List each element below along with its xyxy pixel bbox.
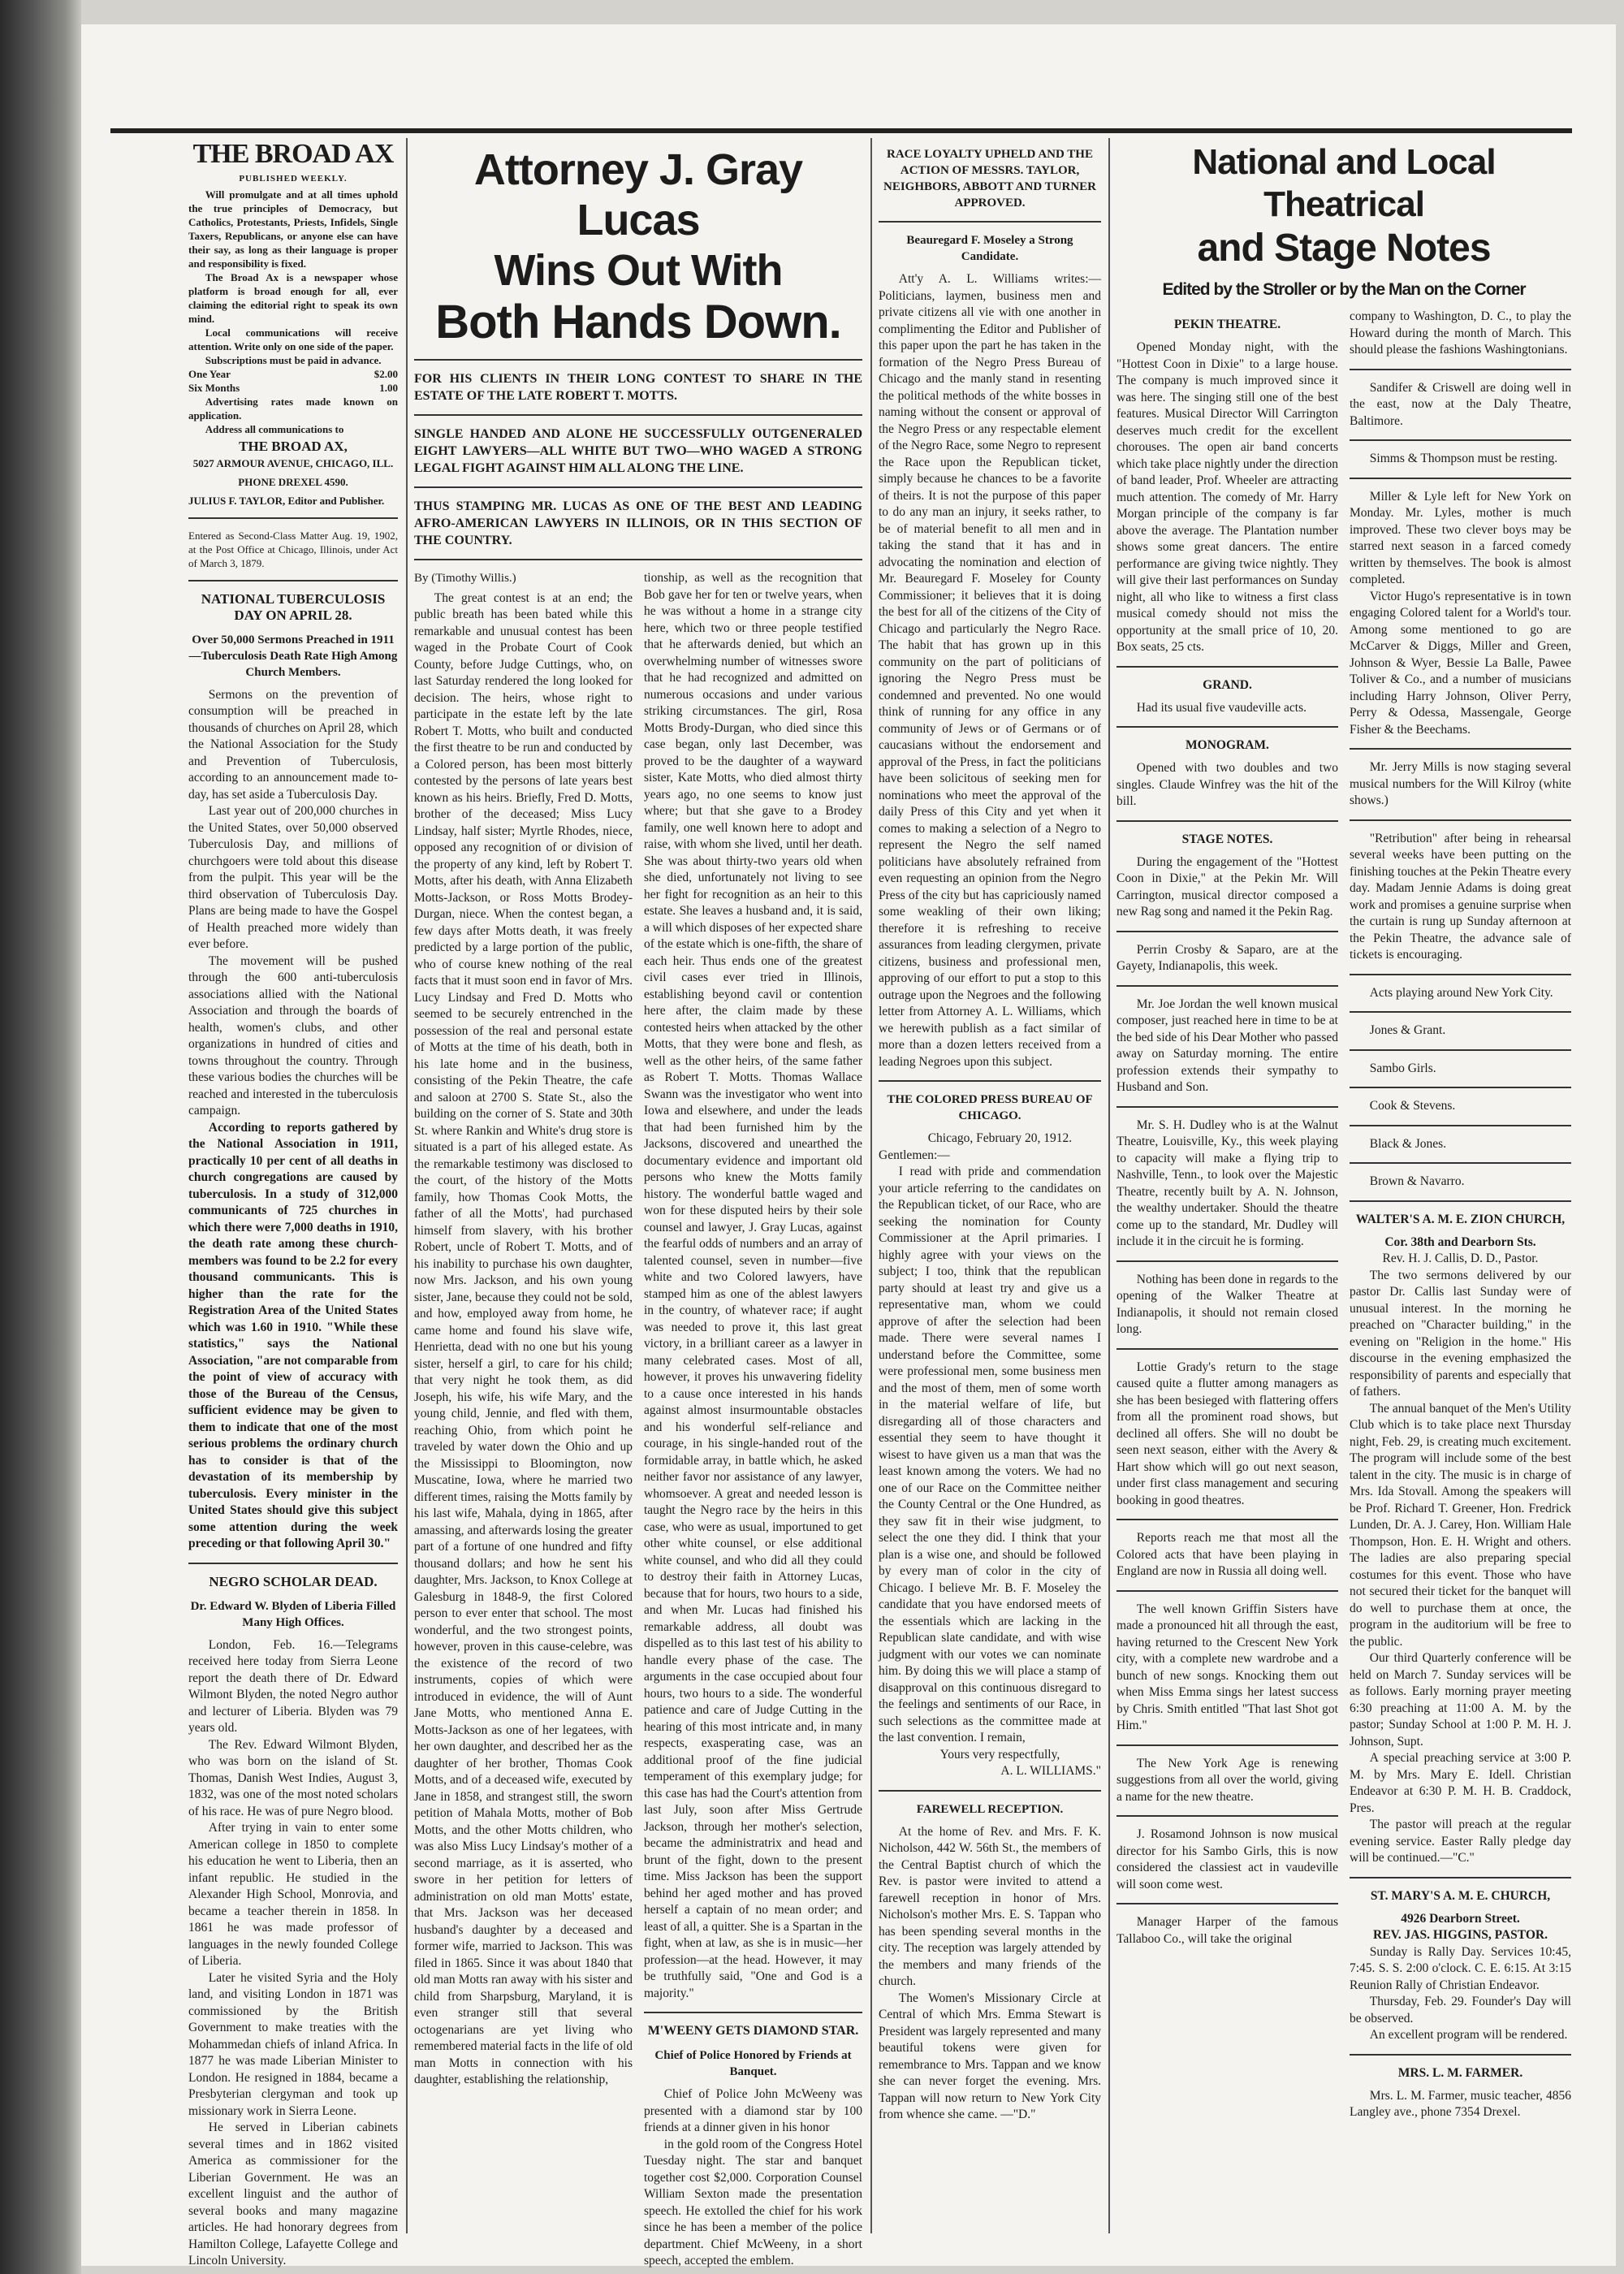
- lucas-title-line: Wins Out With: [494, 246, 783, 295]
- bureau-signature: A. L. WILLIAMS.": [1000, 1764, 1101, 1778]
- lucas-title-line: Attorney J. Gray Lucas: [473, 145, 803, 244]
- masthead-subtitle: PUBLISHED WEEKLY.: [239, 174, 348, 184]
- masthead-phone: PHONE DREXEL 4590.: [238, 475, 348, 488]
- masthead-text: Will promulgate and at all times uphold the true principles of Democracy, but Catholics, Protestants, Priests, Infidels, Single Taxers, Republicans, or anyone else can have their say, as long as their language is proper and responsibility is fixed.: [188, 188, 398, 270]
- blyden-paragraph: Later he visited Syria and the Holy land, and visiting London in 1871 was commissioned by the British Government to make treaties with the Mohammedan chiefs of inland Africa. In 1877 he was made Liberian Minister to London. He resigned in 1884, became a Presbyterian clergyman and took up missionary work in Sierra Leone.: [188, 1970, 398, 2118]
- theatre-paragraph: Opened Monday night, with the "Hottest Coon in Dixie" to a large house. The company is much improved since it was here. The singing still one of the best features. Musical Director Will Carrington deserves much credit for the excellent chorouses. The open air band concerts which take place nightly under the direction of band leader, Prof. Wheeler are attracting much attention. The comedy of Mr. Harry Morgan principle of the company is far above the average. The Plantation number shows some great dancers. The entire performance are giving twice nightly. They will give their last performances on Sunday night, all who like to witness a first class musical comedy should not miss the opportunity at the small price of 10, 20. Box seats, 25 cts.: [1116, 340, 1338, 654]
- blyden-paragraph: London, Feb. 16.—Telegrams received here today from Sierra Leone report the death there of Dr. Edward Wilmont Blyden, the noted Negro author and lecturer of Liberia. Blyden was 79 years old.: [188, 1637, 398, 1735]
- loyalty-subhead: Beauregard F. Moseley a Strong Candidate.: [906, 234, 1073, 263]
- tb-paragraph: Last year out of 200,000 churches in the United States, over 50,000 observed Tuberculosis Day, and millions of churchgoers were told about this disease from the pulpit. This year will be the third observation of Tuberculosis Day. Plans are being made to have the Gospel of Health preached more widely than ever before.: [188, 804, 398, 951]
- stage-note: Victor Hugo's representative is in town engaging Colored talent for a World's tour. Among some mentioned to go are McCarver & Diggs, Miller and Green, Johnson & Wyer, Bessie La Balle, Pawee Toliver & Co., and a number of musicians including Harry Johnson, Oliver Perry, Perry & Odessa, Massengale, George Fisher & the Beechams.: [1350, 589, 1571, 737]
- stmarys-paragraph: Thursday, Feb. 29. Founder's Day will be observed.: [1350, 1995, 1571, 2025]
- stage-note: Simms & Thompson must be resting.: [1369, 452, 1558, 465]
- pekin-headline: PEKIN THEATRE.: [1173, 318, 1281, 331]
- farewell-headline: FAREWELL RECEPTION.: [916, 1802, 1064, 1816]
- column-divider: [1108, 138, 1110, 2233]
- page-binding-edge: [0, 0, 81, 2274]
- masthead-address: 5027 ARMOUR AVENUE, CHICAGO, ILL.: [192, 456, 394, 469]
- farewell-paragraph: The Women's Missionary Circle at Central of which Mrs. Emma Stewart is President was largely represented and many beautiful tokens were given for remembrance to Mrs. Tappan and we know she can never forget the evening. Mrs. Tappan will now return to New York City from whence she came. —"D.": [879, 1991, 1101, 2121]
- blyden-headline: NEGRO SCHOLAR DEAD.: [209, 1573, 378, 1589]
- lucas-deck: FOR HIS CLIENTS IN THEIR LONG CONTEST TO SHARE IN THE ESTATE OF THE LATE ROBERT T. MOTTS.: [414, 372, 862, 403]
- mcweeny-headline: M'WEENY GETS DIAMOND STAR.: [647, 2024, 859, 2038]
- lucas-deck: SINGLE HANDED AND ALONE HE SUCCESSFULLY OUTGENERALED EIGHT LAWYERS—ALL WHITE BUT TWO—WHO WAGED A STRONG LEGAL FIGHT AGAINST HIM ALL ALONG THE LINE.: [414, 427, 862, 475]
- rate-label: One Year: [188, 367, 231, 380]
- act-item: Brown & Navarro.: [1369, 1174, 1465, 1188]
- farmer-paragraph: Mrs. L. M. Farmer, music teacher, 4856 Langley ave., phone 7354 Drexel.: [1350, 2088, 1571, 2119]
- tb-paragraph: Sermons on the prevention of consumption will be preached in thousands of churches on April 28, which the National Association for the Study and Prevention of Tuberculosis, according to an announcement made to-day, has set aside a Tuberculosis Day.: [188, 687, 398, 802]
- blyden-paragraph: After trying in vain to enter some American college in 1850 to complete his education he went to Liberia, then an infant republic. He studied in the Alexander High School, Monrovia, and became a teacher therein in 1858. In 1861 he was made professor of languages in the newly founded College of Liberia.: [188, 1821, 398, 1968]
- stage-note: Sandifer & Criswell are doing well in the east, now at the Daly Theatre, Baltimore.: [1350, 380, 1571, 428]
- act-item: Jones & Grant.: [1369, 1023, 1446, 1037]
- walters-pastor: Rev. H. J. Callis, D. D., Pastor.: [1382, 1252, 1539, 1265]
- rate-value: 1.00: [379, 381, 398, 394]
- mcweeny-paragraph: Chief of Police John McWeeny was presented with a diamond star by 100 friends at a dinner given in his honor: [644, 2087, 862, 2134]
- rate-label: Six Months: [188, 381, 240, 394]
- column-1: [188, 138, 398, 2268]
- stmarys-paragraph: An excellent program will be rendered.: [1369, 2028, 1568, 2042]
- lucas-title-line: Both Hands Down.: [435, 296, 841, 348]
- stage-note: During the engagement of the "Hottest Coon in Dixie," at the Pekin Mr. Will Carrington, musical director composed a new Rag song and named it the Pekin Rag.: [1116, 854, 1338, 919]
- stage-note: company to Washington, D. C., to play the Howard during the month of March. This should please the fashions Washingtonians.: [1350, 309, 1571, 357]
- rate-value: $2.00: [374, 367, 398, 380]
- stmarys-pastor: REV. JAS. HIGGINS, PASTOR.: [1373, 1928, 1548, 1942]
- farmer-headline: MRS. L. M. FARMER.: [1397, 2065, 1523, 2080]
- bureau-salutation: Gentlemen:—: [879, 1148, 950, 1162]
- theatre-paragraph: Had its usual five vaudeville acts.: [1136, 700, 1307, 715]
- stage-note: The New York Age is renewing suggestions from all over the world, giving a name for the new theatre.: [1116, 1756, 1338, 1804]
- theatre-section: [1116, 138, 1571, 2242]
- walters-paragraph: The annual banquet of the Men's Utility Club which is to take place next Thursday night, Feb. 29, is creating much excitement. The program will include some of the best talent in the city. The music is in charge of Mrs. Ida Stovall. Among the speakers will be Prof. Richard T. Greener, Hon. Fredrick Lunden, Dr. A. J. Carey, Hon. William Hale Thompson, Hon. E. H. Wright and others. The ladies are also preparing special costumes for this event. Those who have not secured their ticket for the banquet will do well to purchase them at once, the program in the auditorium will be free to the public.: [1350, 1401, 1571, 1649]
- masthead-text: Address all communications to: [205, 422, 344, 435]
- top-rule: [110, 128, 1572, 133]
- theatre-editedby: Edited by the Stroller or by the Man on the Corner: [1162, 280, 1526, 299]
- stage-note: Lottie Grady's return to the stage caused quite a flutter among managers as she has been besieged with flattering offers from all the prominent road shows, but declined all offers. She will no doubt be seen next season, either with the Avery & Hart show which will go out next season, under first class management and securing booking in good theatres.: [1116, 1360, 1338, 1507]
- stage-note: Manager Harper of the famous Tallaboo Co., will take the original: [1116, 1915, 1338, 1946]
- monogram-headline: MONOGRAM.: [1186, 738, 1269, 752]
- act-item: Black & Jones.: [1369, 1136, 1447, 1151]
- stmarys-paragraph: Sunday is Rally Day. Services 10:45, 7:45. S. S. 2:00 o'clock. C. E. 6:15. At 3:15 Reunion Rally of Christian Endeavor.: [1350, 1944, 1571, 1992]
- stage-note: Miller & Lyle left for New York on Monday. Mr. Lyles, mother is much improved. These two clever boys may be starred next season in a farced comedy written by themselves. The book is almost completed.: [1350, 489, 1571, 586]
- stage-note: Reports reach me that most all the Colored acts that have been playing in England are now in Russia all doing well.: [1116, 1531, 1338, 1578]
- theatre-title-line: National and Local Theatrical: [1192, 142, 1496, 224]
- stage-note: Mr. Jerry Mills is now staging several musical numbers for the Will Kilroy (white shows.): [1350, 760, 1571, 807]
- stage-note: The well known Griffin Sisters have made a pronounced hit all through the east, having returned to the Crescent New York city, with a complete new wardrobe and a bunch of new songs. Knocking them out when Miss Emma sings her latest success by Chris. Smith entitled "That last Shot got Him.": [1116, 1602, 1338, 1732]
- stage-notes-headline: STAGE NOTES.: [1181, 832, 1273, 846]
- walters-paragraph: The two sermons delivered by our pastor Dr. Callis last Sunday were of unusual interest. In the morning he preached on "Character building," in the evening on "Religion in the home." His discourse in the evening emphasized the responsibility of parents and especially that of fathers.: [1350, 1268, 1571, 1399]
- bureau-headline: THE COLORED PRESS BUREAU OF CHICAGO.: [887, 1093, 1093, 1122]
- walters-paragraph: The pastor will preach at the regular evening service. Easter Rally pledge day will be continued.—"C.": [1350, 1818, 1571, 1865]
- column-divider: [406, 138, 408, 2233]
- mcweeny-subhead: Chief of Police Honored by Friends at Banquet.: [654, 2049, 852, 2078]
- bureau-letter: I read with pride and commendation your article referring to the candidates on the Republican ticket, of our Race, who are seeking the nomination for County Commissioner at the April primaries. I highly agree with your views on the subject; I too, think that the republican party should at least try and give us a representative man, whom we could approve of after the selection had been made. There were several names I understand before the Committee, some were professional men, some business men and the most of them, men of some worth in the material welfare of life, but disregarding all of those characters and essential they seem to have thought it wisest to have given us a man that was the least known among the voters. We had no one of our Race on the Committee neither the County Central or the One Hundred, as they saw fit in their wise judgment, to select the one they did. I think that your plan is a wise one, and should be followed by every man of color in the city of Chicago. I believe Mr. B. F. Moseley the candidate that you have endorsed meets of the essentials which are lacking in the Republican slate candidate, and with wise judgment with our votes we can nominate him. By doing this we will place a stamp of disapproval on this continuous disregard to the feelings and sentiments of our Race, in such selections as the committee made at the last convention. I remain,: [879, 1165, 1101, 1744]
- masthead-editor: JULIUS F. TAYLOR, Editor and Publisher.: [188, 494, 385, 507]
- theatre-title-line: and Stage Notes: [1197, 227, 1491, 270]
- masthead-title: THE BROAD AX: [192, 139, 394, 169]
- blyden-paragraph: He served in Liberian cabinets several times and in 1862 visited America as commissioner for the Liberian Government. He was an excellent linguist and the author of several books and many magazine articles. He had honorary degrees from Hamilton College, Lafayette College and Lincoln University.: [188, 2121, 398, 2268]
- walters-paragraph: A special preaching service at 3:00 P. M. by Mrs. Mary E. Idell. Christian Endeavor at 6:30 P. M. H. B. Craddock, Pres.: [1350, 1751, 1571, 1815]
- masthead-text: The Broad Ax is a newspaper whose platform is broad enough for all, ever claiming the editorial right to speak its own mind.: [188, 270, 398, 325]
- masthead-text: Local communications will receive attention. Write only on one side of the paper.: [188, 326, 398, 352]
- lucas-body: tionship, as well as the recognition that Bob gave her for ten or twelve years, when he was without a home in a strange city here, which two or three people testified that he afterwards denied, but which an overwhelming number of witnesses swore that he had recognized and admitted on numerous occasions and under various striking circumstances. The girl, Rosa Motts Brody-Durgan, who died since this case began, only last December, was proved to be the daughter of a wayward sister, Kate Motts, who died almost thirty years ago, no one seems to know just where; but that she gave to a Brodey family, one well known here to adopt and raise, with whom she lived, until her death. She was about thirty-two years old when she died, unfortunately not living to see her fight for recognition as an heir to this estate. She leaves a husband and, it is said, a will which disposes of her expected share of the estate which is one-fifth, the share of each heir. Thus ends one of the greatest civil cases ever tried in Illinois, establishing beyond cavil or contention here after, the claim made by these contested heirs when attacked by the other Motts, that they were bone and flesh, as well as the other heirs, of the same father as Robert T. Motts. Thomas Wallace Swann was the investigator who went into Iowa and elsewhere, and under the leads that had been furnished him by the Jacksons, discovered and unearthed the documentary evidence and important old persons who knew the Motts family history. The wonderful battle waged and won for these disputed heirs by their sole counsel and lawyer, J. Gray Lucas, against the fearful odds of numbers and an array of talented counsel, seven in number—five white and two Colored lawyers, have stamped him as one of the ablest lawyers in the country, of whatever race; if aught was needed to prove it, this last great victory, in a brilliant career as a lawyer in many celebrated cases. Most of all, however, it proves his unwavering fidelity to a cause once interested in his hands against almost insurmountable obstacles and his wonderful self-reliance and courage, in his single-handed rout of the formidable array, in battle which, he asked neither favor nor assistance of any lawyer, whomsoever. A great and needed lesson is taught the Negro race by the heirs in this case, who were as usual, importuned to get other white counsel, or else additional white counsel, and who did all they could to destroy their faith in Attorney Lucas, because that for hours, two hours to a side, and when Mr. Lucas had finished his remarkable address, all doubt was dispelled as to this last test of his ability to handle every phase of the case. The arguments in the case occupied about four hours, two hours to a side. The wonderful patience and care of Judge Cutting in the hearing of this most intricate and, in many respects, exasperating case, was an additional proof of the fine judicial temperament of this exemplary judge; for this case has had the Court's attention from last July, soon after Miss Gertrude Jackson, through her mother's selection, became the administratrix and head and brunt of the fight, down to the present time. Miss Jackson has been the support behind her aged mother and has proved herself a captain of no mean order; and least of all, a quitter. She is a Spartan in the fight, when at law, as she is in music—her profession—at the head. However, it may be truthfully said, "One and God is a majority.": [644, 571, 863, 2000]
- stage-note: Perrin Crosby & Saparo, are at the Gayety, Indianapolis, this week.: [1116, 942, 1338, 973]
- masthead-text: Subscriptions must be paid in advance.: [205, 353, 382, 366]
- stage-note: Mr. Joe Jordan the well known musical composer, just reached here in time to be at the bed side of his Dear Mother who passed away on Saturday morning. The entire profession extends their sympathy to Husband and Son.: [1116, 996, 1338, 1094]
- farewell-paragraph: At the home of Rev. and Mrs. F. K. Nicholson, 442 W. 56th St., the members of the Central Baptist church of which the Rev. is pastor were invited to attend a farewell reception in honor of Mrs. Nicholson's mother Mrs. E. S. Tappan who has been spending several months in the city. The reception was largely attended by the members and many friends of the church.: [879, 1824, 1101, 1988]
- act-item: Cook & Stevens.: [1369, 1099, 1456, 1113]
- masthead-text: Advertising rates made known on application.: [188, 395, 398, 422]
- tb-subhead: Over 50,000 Sermons Preached in 1911—Tuberculosis Death Rate High Among Church Members.: [188, 633, 398, 679]
- blyden-paragraph: The Rev. Edward Wilmont Blyden, who was born on the island of St. Thomas, Danish West Indies, August 3, 1832, was one of the most noted scholars of his race. He was of pure Negro blood.: [188, 1737, 398, 1818]
- theatre-paragraph: Opened with two doubles and two singles. Claude Winfrey was the hit of the bill.: [1116, 761, 1338, 808]
- lucas-body: The great contest is at an end; the public breath has been bated while this remarkable and unusual contest has been waged in the Probate Court of Cook County, before Judge Cuttings, who, on last Saturday rendered the long looked for decision. The heirs, whose right to participate in the estate left by the late Robert T. Motts, who built and conducted the first theatre to be run and conducted by a Colored person, has been most bitterly contested by the persons of late years best known as his heirs. Briefly, Fred D. Motts, brother of the deceased; Miss Lucy Lindsay, half sister; Myrtle Rhodes, niece, opposed any recognition of or division of the property of any kind, left by Robert T. Motts, after his death, with Anna Elizabeth Motts-Jackson, or Ross Motts Brodey-Durgan, niece. When the contest began, a few days after Motts death, it was freely predicted by a large portion of the public, who of course knew nothing of the real facts that it must soon end in favor of Mrs. Lucy Lindsay and Fred D. Motts who seemed to be securely entrenched in the possession of the real and personal estate of Motts at the time of his death, both in his late home and in the business, consisting of the Pekin Theatre, the cafe and saloon at 2700 S. State St., also the building on the corner of S. State and 30th St. where Rankin and White's drug store is situated is a part of his alleged estate. As the remarkable testimony was disclosed to the court, of the history of the Motts family, how Thomas Cook Motts, the father of all the Motts', had purchased himself from slavery, with his brother Robert, uncle of Robert T. Motts, and of his inability to purchase his own daughter, now Mrs. Jackson, and his own young sister, Jane, because they could not be sold, and how, employed away from home, he came home and found his slave wife, Henrietta, dead with no one but his young sister, herself a girl, to care for his child; that very night he took them, as did Joseph, his wife, his wife Mary, and the young child, Jennie, and fled with them, reaching Ohio, from which point he traveled by water down the Ohio and up the Mississippi to Bloomington, now Muscatine, Iowa, where he married two different times, raising the Motts family by his last wife, Mahala, dying in 1865, after amassing, and afterwards losing the greater part of a fortune of one hundred and fifty thousand dollars; and how he sent his daughter, Mrs. Jackson, to Knox College at Galesburg in 1848-9, the first Colored person to ever enter that school. The most wonderful, and the two strongest points, however, proven in this cause-celebre, was the existence of the record of two instruments, copies of which were introduced in evidence, the will of Aunt Jane Motts, who mentioned Anna E. Motts-Jackson as one of her legatees, with her own daughter, and described her as the daughter of her brother, Thomas Cook Motts, and of a deceased wife, executed by Jane in 1858, and strangest still, the sworn petition of Mahala Motts, mother of Bob Motts, and the other Motts children, who was also Miss Lucy Lindsay's mother of a second marriage, as it is asserted, who swore in her petition for letters of administration on old man Motts' estate, that Mrs. Jackson was her deceased husband's daughter by a deceased and former wife, married to Jackson. This was filed in 1865. Since it was about 1840 that old man Motts ran away with his sister and child from Sharpsburg, Maryland, it is even stranger still that several octogenarians are yet living who remembered material facts in the life of old man Motts in connection with his daughter, establishing the relationship,: [414, 590, 633, 2086]
- masthead-name: THE BROAD AX,: [239, 438, 348, 454]
- loyalty-headline: RACE LOYALTY UPHELD AND THE ACTION OF MESSRS. TAYLOR, NEIGHBORS, ABBOTT AND TURNER APPROVED.: [883, 148, 1097, 210]
- act-item: Sambo Girls.: [1369, 1061, 1436, 1075]
- stage-note: "Retribution" after being in rehearsal several weeks have been putting on the finishing touches at the Pekin Theatre every day. Madam Jennie Adams is doing great work and promises a genuine surprise when the curtain is rung up Sunday afternoon at the Pekin Theatre, the advance sale of tickets is encouraging.: [1350, 831, 1571, 962]
- stmarys-address: 4926 Dearborn Street.: [1401, 1911, 1520, 1926]
- column-divider: [870, 138, 872, 2233]
- walters-paragraph: Our third Quarterly conference will be held on March 7. Sunday services will be as follows. Early morning prayer meeting 6:30 preaching at 11:00 A. M. by the pastor; Sunday School at 1:00 P. M. H. J. Johnson, Supt.: [1350, 1651, 1571, 1749]
- bureau-closing: Yours very respectfully,: [939, 1747, 1060, 1762]
- masthead-entered: Entered as Second-Class Matter Aug. 19, 1902, at the Post Office at Chicago, Illinois, under Act of March 3, 1879.: [188, 529, 398, 569]
- stmarys-headline: ST. MARY'S A. M. E. CHURCH,: [1370, 1888, 1551, 1903]
- walters-headline: WALTER'S A. M. E. ZION CHURCH,: [1355, 1212, 1566, 1226]
- lucas-deck: THUS STAMPING MR. LUCAS AS ONE OF THE BEST AND LEADING AFRO-AMERICAN LAWYERS IN ILLINOIS, OR IN THIS SECTION OF THE COUNTRY.: [414, 499, 862, 547]
- tb-paragraph: The movement will be pushed through the 600 anti-tuberculosis associations allied with the National Association and through the boards of health, women's clubs, and other organizations in hundred of cities and towns throughout the country. Through these various bodies the churches will be reached and interested in the tuberculosis campaign.: [188, 953, 398, 1118]
- acts-heading: Acts playing around New York City.: [1369, 985, 1553, 1000]
- column-4: [879, 138, 1101, 2242]
- stage-note: J. Rosamond Johnson is now musical director for his Sambo Girls, this is now considered the classiest act in vaudeville will soon come west.: [1116, 1827, 1338, 1891]
- lucas-byline: By (Timothy Willis.): [414, 572, 516, 585]
- bureau-date: Chicago, February 20, 1912.: [927, 1131, 1073, 1145]
- walters-address: Cor. 38th and Dearborn Sts.: [1384, 1234, 1536, 1249]
- stage-note: Nothing has been done in regards to the opening of the Walker Theatre at Indianapolis, it should not remain closed long.: [1116, 1272, 1338, 1336]
- blyden-subhead: Dr. Edward W. Blyden of Liberia Filled Many High Offices.: [190, 1599, 396, 1629]
- tb-paragraph: According to reports gathered by the National Association in 1911, practically 10 per cent of all deaths in church congregations are caused by tuberculosis. In a study of 312,000 communicants of 725 churches in which there were 7,000 deaths in 1910, the death rate among these church-members was found to be 2.2 for every thousand communicants. This is higher than the rate for the Registration Area of the United States which was 1.60 in 1910. "While these statistics," says the National Association, "are not comparable from the point of view of accuracy with those of the Bureau of the Census, sufficient evidence may be given to them to indicate that one of the most serious problems the ordinary church has to consider is that of the devastation of its membership by tuberculosis. Every minister in the United States should give this subject some attention during the week preceding or that following April 30.": [188, 1120, 398, 1550]
- loyalty-paragraph: Att'y A. L. Williams writes:—Politicians, laymen, business men and private citizens all vie with one another in complimenting the Editor and Publisher of this paper upon the part he has taken in the formation of the Negro Press Bureau of Chicago and the manly stand in resenting the political methods of the white bosses in naming without the consent or approval of the Negro Press or any respectable element of the Negro Race, some Negro to represent the Race upon the Republican ticket, simply because he chances to be a favorite of theirs. It is not the purpose of this paper to do any man an injury, it seeks rather, to be of material benefit to all men and in taking the stand that it has and in advocating the nomination and election of Mr. Beauregard F. Moseley for County Commissioner; it believes that it is doing the best for all of the citizens of the City of Chicago and particularly the Negro Race. The habit that has grown up in this community on the part of politicians of ignoring the Negro Press must be condemned and prevented. No one would think of running for any office in any community of Jews or of Germans or of caucasians without the endorsement and approval of the Press, in fact the politicians have been solicitous of seeking men for nominations who meet the approval of the daily Press of this City and yet when it comes to making a selection of a Negro to represent the Negro the self named politicians have absolutely refrained from even requesting an opinion from the Negro Press of the city but has capriciously named some weakling of their own liking; therefore it is refreshing to receive assurances from leading clergymen, private citizens, business and professional men, approving of our effort to put a stop to this outrage upon the Negroes and the following letter from Attorney A. L. Williams, which we herewith publish as a fact similar of more than a dozen letters received from a leading Negroes upon this subject.: [879, 272, 1101, 1069]
- grand-headline: GRAND.: [1203, 677, 1252, 692]
- lucas-article: [414, 138, 863, 2268]
- tb-headline: NATIONAL TUBERCULOSIS DAY ON APRIL 28.: [201, 590, 386, 623]
- mcweeny-paragraph: in the gold room of the Congress Hotel Tuesday night. The star and banquet together cost $2,000. Corporation Counsel William Sexton made the presentation speech. He extolled the chief for his work since he has been a member of the police department. Chief McWeeny, in a short speech, accepted the emblem.: [644, 2137, 862, 2268]
- stage-note: Mr. S. H. Dudley who is at the Walnut Theatre, Louisville, Ky., this week playing to capacity will make a flying trip to Nashville, Tenn., to look over the Majestic Theatre, recently built by A. N. Johnson, the wealthy undertaker. Should the theatre come up to the standard, Mr. Dudley will include it in the circuit he is forming.: [1116, 1118, 1338, 1248]
